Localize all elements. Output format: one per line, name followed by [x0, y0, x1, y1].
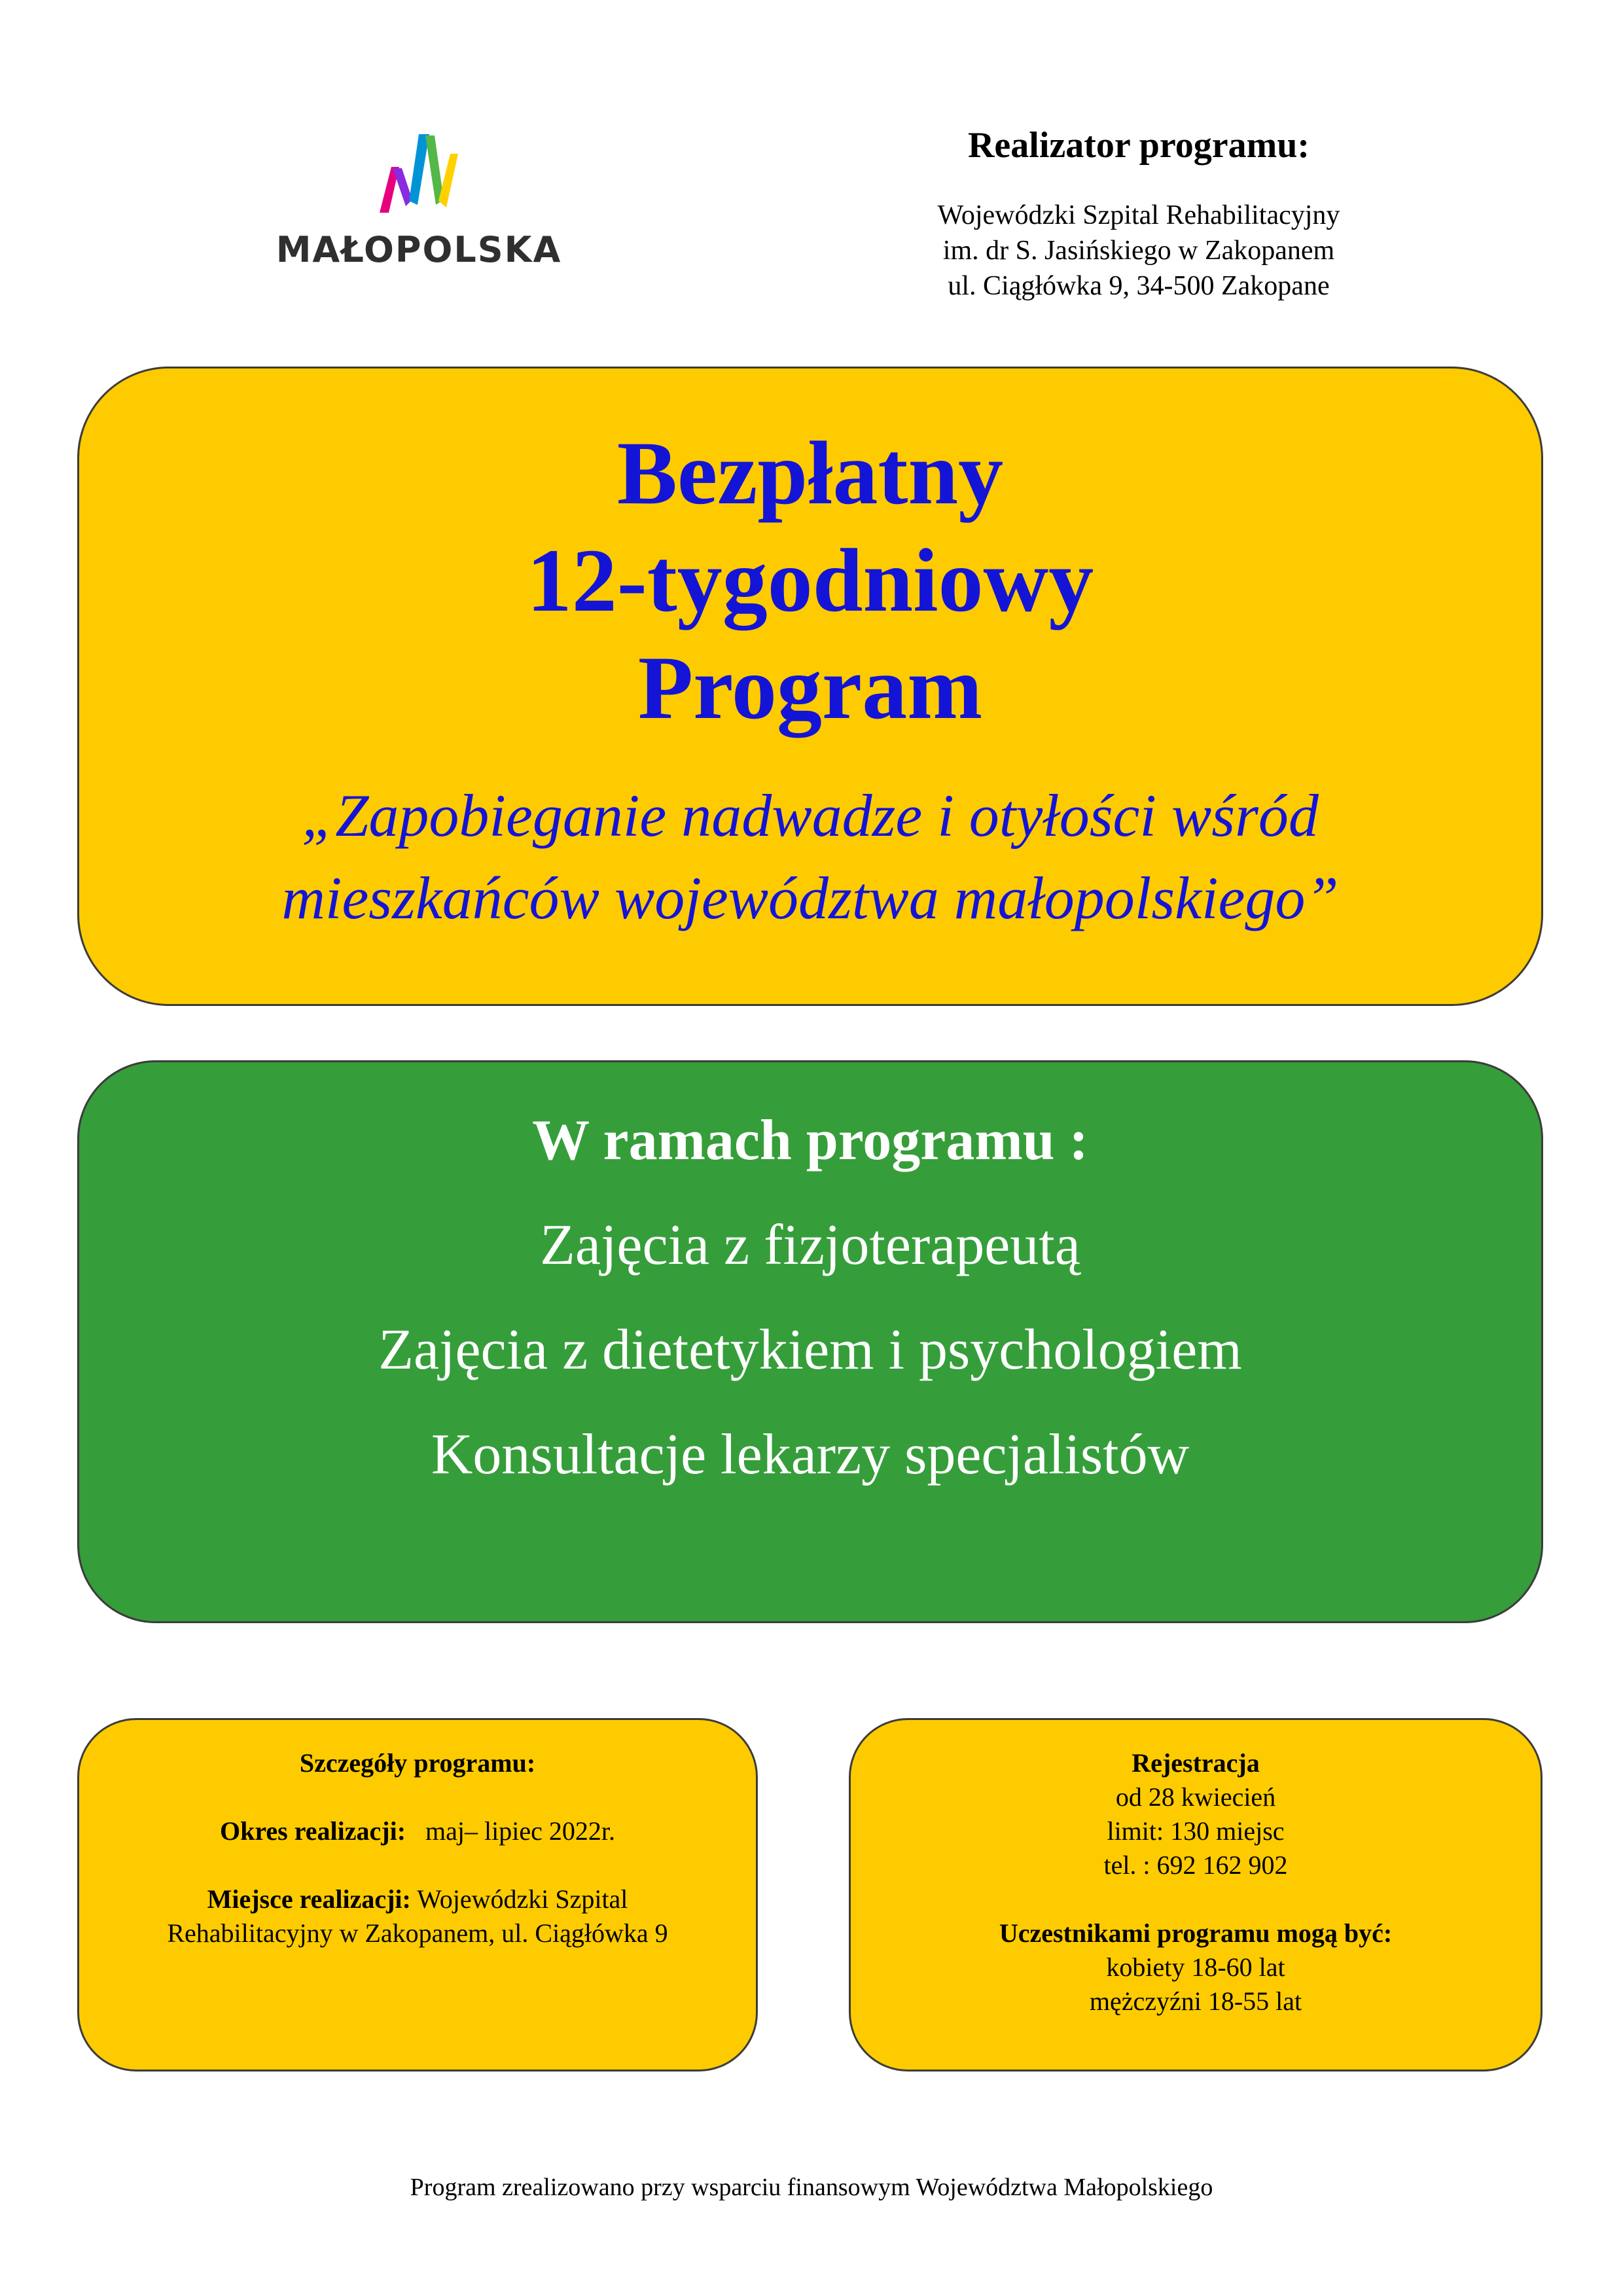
program-scope-box [77, 1060, 1543, 1623]
realizator-heading: Realizator programu: [967, 125, 1310, 166]
participants-item: kobiety 18-60 lat [1106, 1952, 1285, 1982]
malopolska-m-icon [373, 128, 465, 219]
registration-line: od 28 kwiecień [1115, 1782, 1276, 1812]
subtitle-line: „Zapobieganie nadwadze i otyłości wśród [302, 782, 1319, 849]
program-scope-item: Konsultacje lekarzy specjalistów [431, 1423, 1190, 1486]
realizator-line: Wojewódzki Szpital Rehabilitacyjny [937, 200, 1340, 230]
details-heading: Szczegóły programu: [299, 1748, 536, 1778]
registration-heading: Rejestracja [1132, 1748, 1260, 1778]
details-place [79, 1882, 756, 1916]
title-line: 12-tygodniowy [526, 530, 1094, 630]
malopolska-logo [275, 128, 563, 272]
program-scope-item: Zajęcia z fizjoterapeutą [540, 1213, 1080, 1277]
details-place-value: Wojewódzki Szpital [417, 1884, 628, 1914]
realizator-line: im. dr S. Jasińskiego w Zakopanem [942, 236, 1335, 266]
realizator-line: ul. Ciągłówka 9, 34-500 Zakopane [948, 271, 1330, 301]
logo-wordmark: MAŁOPOLSKA [276, 229, 562, 270]
details-box [77, 1718, 758, 2072]
details-place-label: Miejsce realizacji: [207, 1884, 411, 1914]
program-title-box [77, 367, 1543, 1006]
program-subtitle [79, 774, 1541, 939]
details-period-label: Okres realizacji: [220, 1816, 406, 1846]
program-scope-item: Zajęcia z dietetykiem i psychologiem [378, 1318, 1242, 1382]
title-line: Program [637, 637, 983, 738]
details-period-value: maj– lipiec 2022r. [425, 1816, 615, 1846]
registration-phone: tel. : 692 162 902 [1103, 1850, 1288, 1880]
registration-line: limit: 130 miejsc [1107, 1816, 1285, 1846]
program-title [79, 420, 1541, 742]
registration-box [849, 1718, 1543, 2072]
program-scope-heading: W ramach programu : [532, 1109, 1088, 1172]
realizator-block [844, 124, 1433, 304]
participants-heading: Uczestnikami programu mogą być: [999, 1918, 1393, 1948]
details-place-value-line2: Rehabilitacyjny w Zakopanem, ul. Ciągłówka 9 [167, 1918, 668, 1948]
details-period [79, 1814, 756, 1848]
subtitle-line: mieszkańców województwa małopolskiego” [281, 865, 1339, 931]
participants-item: mężczyźni 18-55 lat [1089, 1986, 1302, 2016]
footer-note: Program zrealizowano przy wsparciu finansowym Województwa Małopolskiego [410, 2174, 1213, 2201]
title-line: Bezpłatny [616, 423, 1004, 523]
